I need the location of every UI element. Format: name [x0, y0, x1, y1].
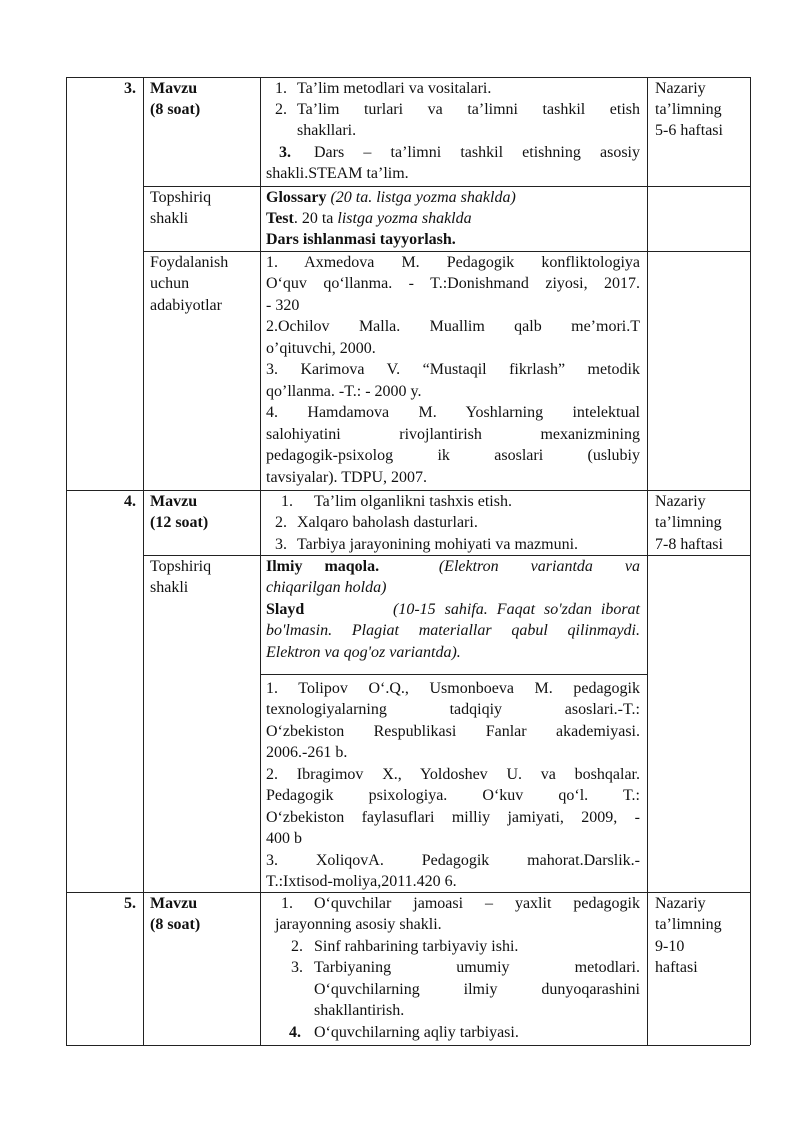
literature-line: 1. Tolipov O‘.Q., Usmonboeva M. pedagogik	[266, 680, 640, 697]
mavzu-label: Mavzu	[150, 493, 198, 510]
literature-line: - 320	[266, 297, 300, 314]
row-number: 4.	[124, 493, 136, 510]
topic-text: Ta’lim turlari va ta’limni tashkil etish	[297, 101, 640, 118]
timing-line: ta’limning	[655, 101, 722, 118]
literature-line: O‘quv qo‘llanma. - T.:Donishmand ziyosi, 2017.	[266, 275, 640, 292]
literature-line: 3. XoliqovA. Pedagogik mahorat.Darslik.-	[266, 852, 640, 869]
topic-text: Tarbiya jarayonining mohiyati va mazmuni.	[297, 536, 579, 553]
literature-line: qo’llanma. -T.: - 2000 y.	[266, 383, 422, 400]
task-slayd-note-cont: Elektron va qog'oz variantda).	[266, 644, 461, 661]
literature-line: Pedagogik psixologiya. O‘kuv qo‘l. T.:	[266, 787, 640, 804]
literature-label: uchun	[150, 275, 190, 292]
topic-text-cont: shakllari.	[297, 122, 357, 139]
timing-line: Nazariy	[655, 493, 706, 510]
timing-line: 9-10	[655, 938, 685, 955]
task-ilmiy-title: Ilmiy maqola.	[266, 558, 380, 575]
table-left-border	[66, 77, 67, 1045]
topic-text-cont: shakli.STEAM ta’lim.	[266, 165, 409, 182]
col-divider-1	[143, 77, 144, 1045]
topic-text: Tarbiyaning umumiy metodlari.	[314, 959, 640, 976]
task-glossary-note: (20 ta. listga yozma shaklda)	[330, 189, 516, 206]
task-test-count: . 20 ta	[293, 210, 338, 227]
task-glossary	[266, 187, 516, 209]
table-right-border	[750, 77, 751, 1045]
timing-line: Nazariy	[655, 895, 706, 912]
task-dars: Dars ishlanmasi tayyorlash.	[266, 231, 456, 248]
literature-line: 2006.-261 b.	[266, 744, 348, 761]
topic-number: 3.	[275, 536, 287, 553]
mavzu-label: Mavzu	[150, 80, 198, 97]
task-label: shakli	[150, 210, 189, 227]
literature-line: pedagogik-psixolog ik asoslari (uslubiy	[266, 447, 640, 464]
timing-line: 7-8 haftasi	[655, 536, 723, 553]
task-ilmiy-note: (Elektron variantda va	[438, 558, 640, 575]
topic-number: 1.	[281, 493, 293, 510]
topic-number: 1.	[281, 895, 293, 912]
task-test-note: listga yozma shaklda	[337, 210, 472, 227]
hours-label: (8 soat)	[150, 916, 201, 933]
task-test	[266, 208, 472, 230]
literature-label: adabiyotlar	[150, 297, 222, 314]
col-divider-3	[647, 77, 648, 1045]
hours-label: (8 soat)	[150, 101, 201, 118]
task-slayd	[266, 599, 640, 621]
topic-text: Ta’lim metodlari va vositalari.	[297, 80, 492, 97]
row4-tasks-divider	[260, 674, 647, 675]
literature-line: 4. Hamdamova M. Yoshlarning intelektual	[266, 404, 640, 421]
task-label: Topshiriq	[150, 189, 212, 206]
literature-line: O‘zbekiston faylasuflari milliy jamiyati, 2009, -	[266, 809, 640, 826]
task-test-title: Test	[266, 210, 294, 227]
topic-text: O‘quvchilarning aqliy tarbiyasi.	[314, 1024, 519, 1041]
literature-line: T.:Ixtisod-moliya,2011.420 6.	[266, 873, 457, 890]
task-ilmiy	[266, 556, 640, 578]
timing-line: ta’limning	[655, 514, 722, 531]
topic-number: 1.	[275, 80, 287, 97]
row-number: 3.	[124, 80, 136, 97]
literature-label: Foydalanish	[150, 254, 229, 271]
timing-line: Nazariy	[655, 80, 706, 97]
task-slayd-note-cont: bo'lmasin. Plagiat materiallar qabul qilinmaydi.	[266, 622, 640, 639]
literature-line: o’qituvchi, 2000.	[266, 340, 376, 357]
table-bottom-border	[66, 1045, 750, 1046]
task-glossary-title: Glossary	[266, 189, 327, 206]
topic-number: 4.	[289, 1024, 301, 1041]
task-slayd-title: Slayd	[266, 601, 305, 618]
timing-line: haftasi	[655, 959, 698, 976]
topic-text: Sinf rahbarining tarbiyaviy ishi.	[314, 938, 519, 955]
literature-line: O‘zbekiston Respublikasi Fanlar akademiyasi.	[266, 723, 640, 740]
topic-text: O‘quvchilar jamoasi – yaxlit pedagogik	[314, 895, 640, 912]
topic-text: Dars – ta’limni tashkil etishning asosiy	[314, 144, 640, 161]
topic-text-cont: shakllantirish.	[314, 1002, 405, 1019]
literature-line: 2. Ibragimov X., Yoldoshev U. va boshqalar.	[266, 766, 640, 783]
timing-line: ta’limning	[655, 916, 722, 933]
task-label: Topshiriq	[150, 558, 212, 575]
topic-number: 3.	[279, 144, 291, 161]
literature-line: salohiyatini rivojlantirish mexanizmining	[266, 426, 640, 443]
mavzu-label: Mavzu	[150, 895, 198, 912]
row-number: 5.	[124, 895, 136, 912]
topic-text-cont: O‘quvchilarning ilmiy dunyoqarashini	[314, 981, 640, 998]
literature-line: 3. Karimova V. “Mustaqil fikrlash” metodik	[266, 361, 640, 378]
topic-number: 2.	[291, 938, 303, 955]
task-ilmiy-note-cont: chiqarilgan holda)	[266, 579, 387, 596]
topic-text: Xalqaro baholash dasturlari.	[297, 514, 478, 531]
topic-text-cont: jarayonning asosiy shakli.	[275, 916, 442, 933]
topic-text: Ta’lim olganlikni tashxis etish.	[314, 493, 512, 510]
topic-number: 2.	[275, 514, 287, 531]
task-label: shakli	[150, 579, 189, 596]
literature-line: texnologiyalarning tadqiqiy asoslari.-T.:	[266, 701, 640, 718]
task-slayd-note: (10-15 sahifa. Faqat so'zdan iborat	[393, 601, 640, 618]
literature-line: tavsiyalar). TDPU, 2007.	[266, 469, 428, 486]
topic-number: 2.	[275, 101, 287, 118]
topic-number: 3.	[291, 959, 303, 976]
col-divider-2	[260, 77, 261, 1045]
literature-line: 400 b	[266, 830, 302, 847]
hours-label: (12 soat)	[150, 514, 209, 531]
timing-line: 5-6 haftasi	[655, 122, 723, 139]
literature-line: 1. Axmedova M. Pedagogik konfliktologiya	[266, 254, 640, 271]
literature-line: 2.Ochilov Malla. Muallim qalb me’mori.T	[266, 318, 640, 335]
